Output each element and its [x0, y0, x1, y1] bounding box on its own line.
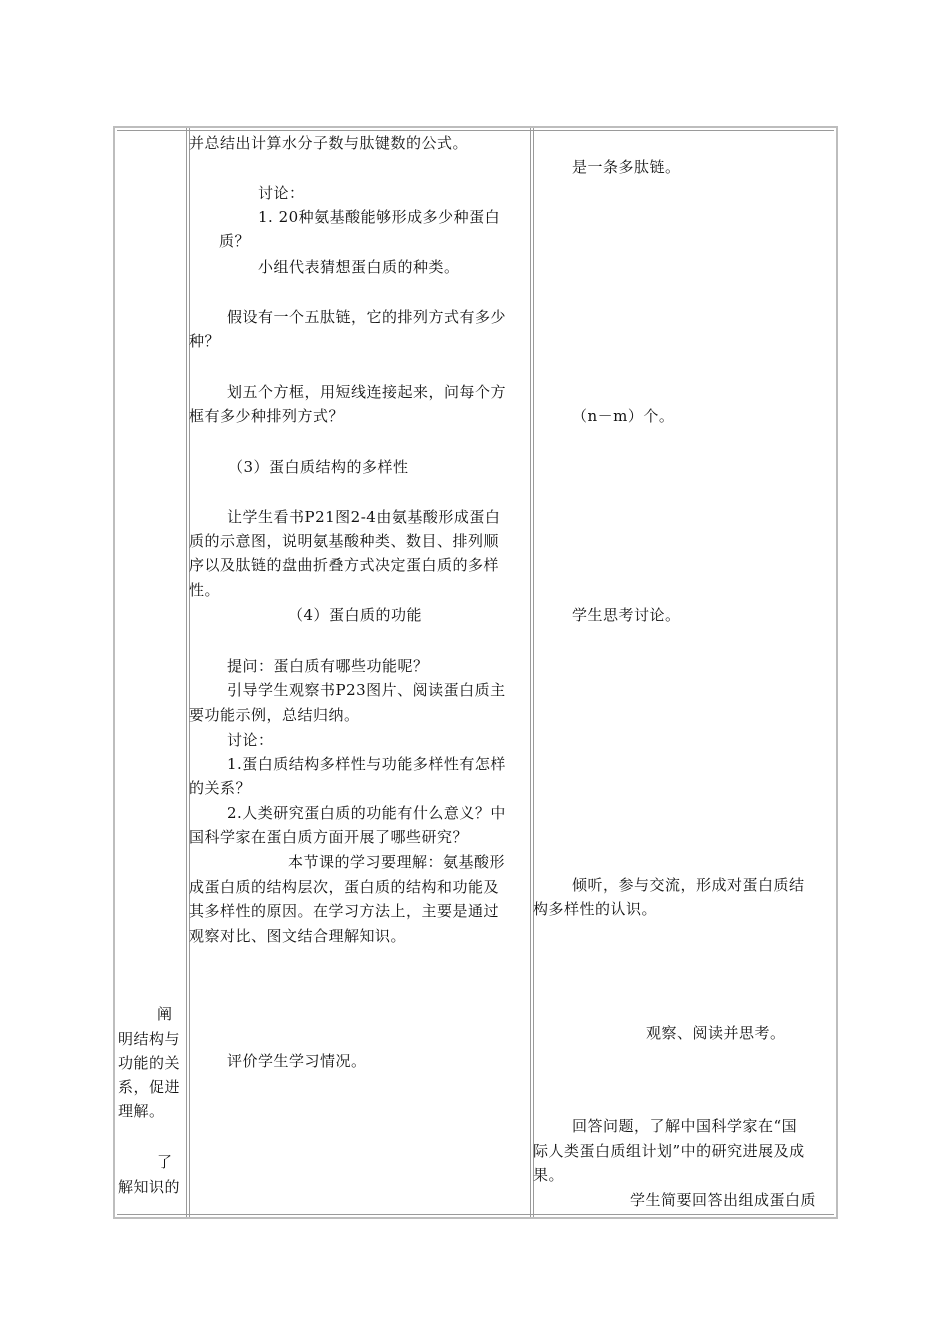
- lesson-table: [113, 126, 838, 1219]
- middle-heading: （3）蛋白质结构的多样性: [228, 458, 409, 476]
- middle-line: 性。: [189, 581, 221, 599]
- table-inner-bottom-rule: [117, 1214, 834, 1215]
- middle-line: 讨论：: [258, 184, 305, 202]
- middle-line: 小组代表猜想蛋白质的种类。: [258, 258, 460, 276]
- middle-line: 让学生看书P21图2-4由氨基酸形成蛋白: [227, 508, 501, 526]
- middle-line: 提问：蛋白质有哪些功能呢？: [227, 657, 429, 675]
- right-line: 是一条多肽链。: [572, 158, 681, 176]
- right-line: 倾听，参与交流，形成对蛋白质结: [572, 876, 805, 894]
- middle-line: 引导学生观察书P23图片、阅读蛋白质主: [227, 681, 506, 699]
- middle-line: 质？: [219, 232, 251, 250]
- middle-line: 划五个方框，用短线连接起来，问每个方: [227, 383, 507, 401]
- left-line: 理解。: [118, 1102, 165, 1120]
- right-line: 果。: [533, 1166, 565, 1184]
- middle-line: 要功能示例，总结归纳。: [189, 706, 360, 724]
- middle-line: 1. 20种氨基酸能够形成多少种蛋白: [258, 208, 501, 226]
- left-line: 了: [157, 1153, 173, 1171]
- middle-line: 其多样性的原因。在学习方法上，主要是通过: [189, 902, 500, 920]
- middle-line: 框有多少种排列方式？: [189, 407, 345, 425]
- left-line: 功能的关: [118, 1054, 181, 1072]
- right-line: 学生思考讨论。: [572, 606, 681, 624]
- column-divider-1: [186, 128, 190, 1217]
- left-line: 阐: [157, 1005, 173, 1023]
- middle-line: 质的示意图，说明氨基酸种类、数目、排列顺: [189, 532, 500, 550]
- middle-line: 成蛋白质的结构层次，蛋白质的结构和功能及: [189, 878, 500, 896]
- middle-line: 观察对比、图文结合理解知识。: [189, 927, 407, 945]
- middle-line: 2.人类研究蛋白质的功能有什么意义？中: [227, 804, 506, 822]
- column-divider-2: [530, 128, 534, 1217]
- middle-line: 评价学生学习情况。: [227, 1052, 367, 1070]
- middle-line: 本节课的学习要理解：氨基酸形: [288, 853, 506, 871]
- right-line: 际人类蛋白质组计划”中的研究进展及成: [533, 1142, 805, 1160]
- right-line: 学生简要回答出组成蛋白质: [630, 1191, 817, 1209]
- right-line: 构多样性的认识。: [533, 900, 658, 918]
- middle-line: 讨论：: [227, 731, 274, 749]
- right-line: （n－m）个。: [572, 407, 675, 425]
- middle-line: 的关系？: [189, 779, 252, 797]
- middle-line: 假设有一个五肽链，它的排列方式有多少: [227, 308, 507, 326]
- middle-line: 1.蛋白质结构多样性与功能多样性有怎样: [227, 755, 506, 773]
- middle-heading: （4）蛋白质的功能: [288, 606, 423, 624]
- middle-line: 国科学家在蛋白质方面开展了哪些研究？: [189, 828, 469, 846]
- middle-line: 并总结出计算水分子数与肽键数的公式。: [189, 134, 469, 152]
- middle-line: 种？: [189, 332, 221, 350]
- right-line: 回答问题，了解中国科学家在“国: [572, 1117, 798, 1135]
- right-line: 观察、阅读并思考。: [646, 1024, 786, 1042]
- left-line: 系，促进: [118, 1078, 181, 1096]
- left-line: 明结构与: [118, 1030, 181, 1048]
- middle-line: 序以及肽链的盘曲折叠方式决定蛋白质的多样: [189, 556, 500, 574]
- left-line: 解知识的: [118, 1178, 181, 1196]
